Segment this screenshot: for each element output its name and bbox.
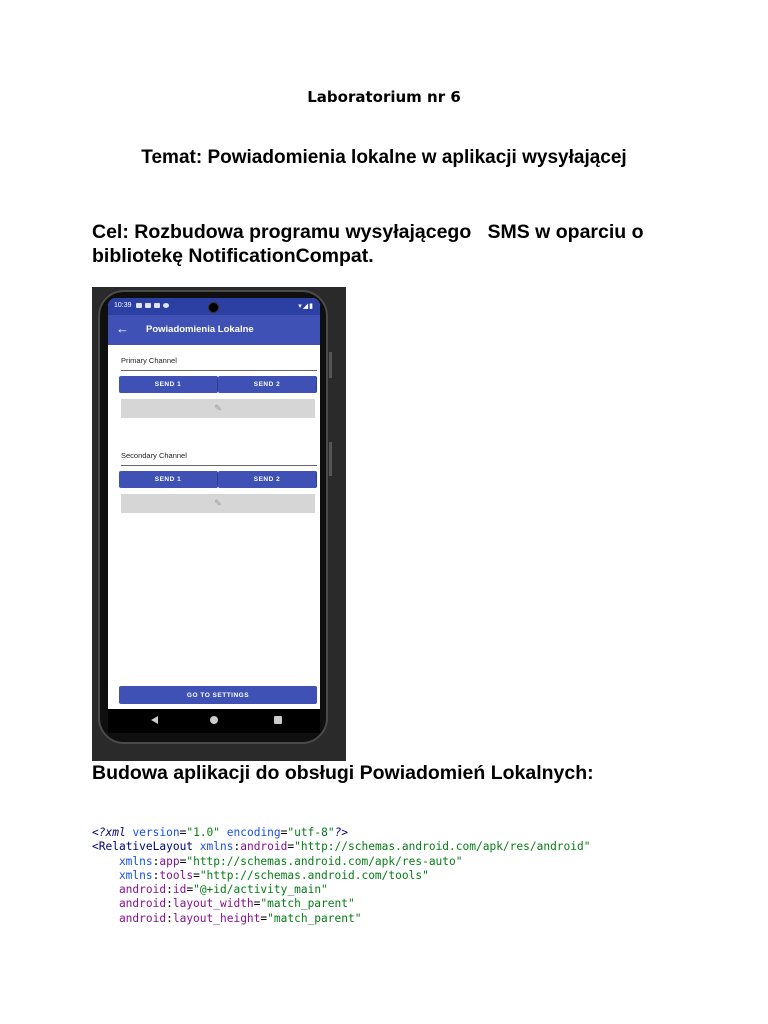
code-token: = (179, 854, 187, 868)
code-line-7 (92, 912, 591, 926)
code-token: : (166, 911, 173, 925)
status-indicators: ▾◢▮ (298, 303, 314, 310)
code-token: "utf-8" (287, 826, 335, 839)
primary-buttons (119, 376, 317, 393)
code-token: android (92, 897, 167, 911)
code-token: tools (159, 868, 194, 882)
code-token: encoding (220, 826, 281, 839)
secondary-send2-button[interactable]: SEND 2 (218, 471, 317, 488)
code-block (92, 826, 591, 926)
code-token: RelativeLayout (98, 840, 194, 854)
secondary-image-placeholder (121, 494, 315, 513)
code-line-6 (92, 897, 591, 911)
code-token: "match_parent" (267, 911, 362, 925)
phone-screenshot (92, 287, 346, 761)
code-token: xmlns (92, 854, 153, 868)
navigation-bar (108, 709, 320, 733)
code-token: ?> (334, 826, 349, 839)
code-token: : (166, 883, 173, 897)
code-token: "http://schemas.android.com/apk/res-auto" (186, 854, 463, 868)
status-time: 10:39 (114, 302, 132, 309)
power-button (329, 352, 332, 378)
code-token: "@+id/activity_main" (193, 883, 328, 897)
code-line-5 (92, 883, 591, 897)
back-arrow-icon[interactable]: ← (116, 321, 129, 336)
code-token: layout_width (172, 897, 254, 911)
code-token: version (125, 826, 180, 839)
primary-image-placeholder (121, 399, 315, 418)
code-token: android (92, 911, 167, 925)
code-token: xmlns (92, 868, 153, 882)
code-token: : (233, 840, 241, 854)
app-bar (108, 315, 320, 345)
code-line-3 (92, 855, 591, 869)
secondary-send1-button[interactable]: SEND 1 (119, 471, 218, 488)
primary-send1-button[interactable]: SEND 1 (119, 376, 218, 393)
secondary-buttons (119, 471, 317, 488)
code-line-1 (92, 826, 591, 840)
code-token: android (240, 840, 288, 854)
code-token: <? (92, 826, 106, 839)
code-token: = (287, 840, 295, 854)
code-token: = (179, 826, 187, 839)
code-token: "1.0" (186, 826, 221, 839)
camera-cutout (208, 302, 219, 313)
secondary-channel-field[interactable]: Secondary Channel (121, 451, 317, 466)
code-token: = (280, 826, 288, 839)
primary-send2-button[interactable]: SEND 2 (218, 376, 317, 393)
code-token: : (152, 854, 160, 868)
code-token: = (260, 911, 268, 925)
phone-screen (108, 298, 320, 730)
message-icon (145, 303, 151, 308)
topic-heading: Temat: Powiadomienia lokalne w aplikacji wysyłającej (141, 147, 627, 168)
sim-icon (154, 303, 160, 308)
code-token: id (172, 883, 187, 897)
phone-frame (98, 290, 328, 744)
code-token: = (193, 868, 200, 882)
code-token: "http://schemas.android.com/apk/res/android" (294, 840, 591, 854)
broken-image-icon: ✎ (214, 403, 222, 413)
code-token: < (92, 840, 99, 854)
goal-line-1: Cel: Rozbudowa programu wysyłającego SMS w oparciu o (92, 221, 644, 243)
code-token: : (166, 897, 173, 911)
goal-line-2: bibliotekę NotificationCompat. (92, 245, 374, 267)
nav-recents-icon[interactable] (274, 716, 282, 724)
code-token: "http://schemas.android.com/tools" (199, 868, 429, 882)
code-token: "match_parent" (260, 897, 355, 911)
code-token: xml (105, 826, 126, 839)
sync-icon (163, 303, 169, 308)
code-line-2 (92, 840, 591, 854)
app-bar-title: Powiadomienia Lokalne (146, 324, 254, 335)
nav-home-icon[interactable] (210, 716, 218, 724)
section-heading: Budowa aplikacji do obsługi Powiadomień Lokalnych: (92, 762, 594, 784)
code-token: app (159, 854, 180, 868)
lab-title: Laboratorium nr 6 (307, 88, 461, 106)
code-token: : (152, 868, 160, 882)
notification-icon (136, 303, 142, 308)
code-token: = (253, 897, 261, 911)
goal-paragraph (92, 220, 712, 268)
volume-button (329, 442, 332, 476)
code-token: xmlns (193, 840, 234, 854)
go-to-settings-button[interactable]: GO TO SETTINGS (119, 686, 317, 704)
code-token: android (92, 883, 167, 897)
code-token: layout_height (172, 911, 261, 925)
code-line-4 (92, 869, 591, 883)
broken-image-icon: ✎ (214, 498, 222, 508)
code-token: = (186, 883, 194, 897)
nav-back-icon[interactable] (151, 716, 158, 724)
primary-channel-field[interactable]: Primary Channel (121, 356, 317, 371)
